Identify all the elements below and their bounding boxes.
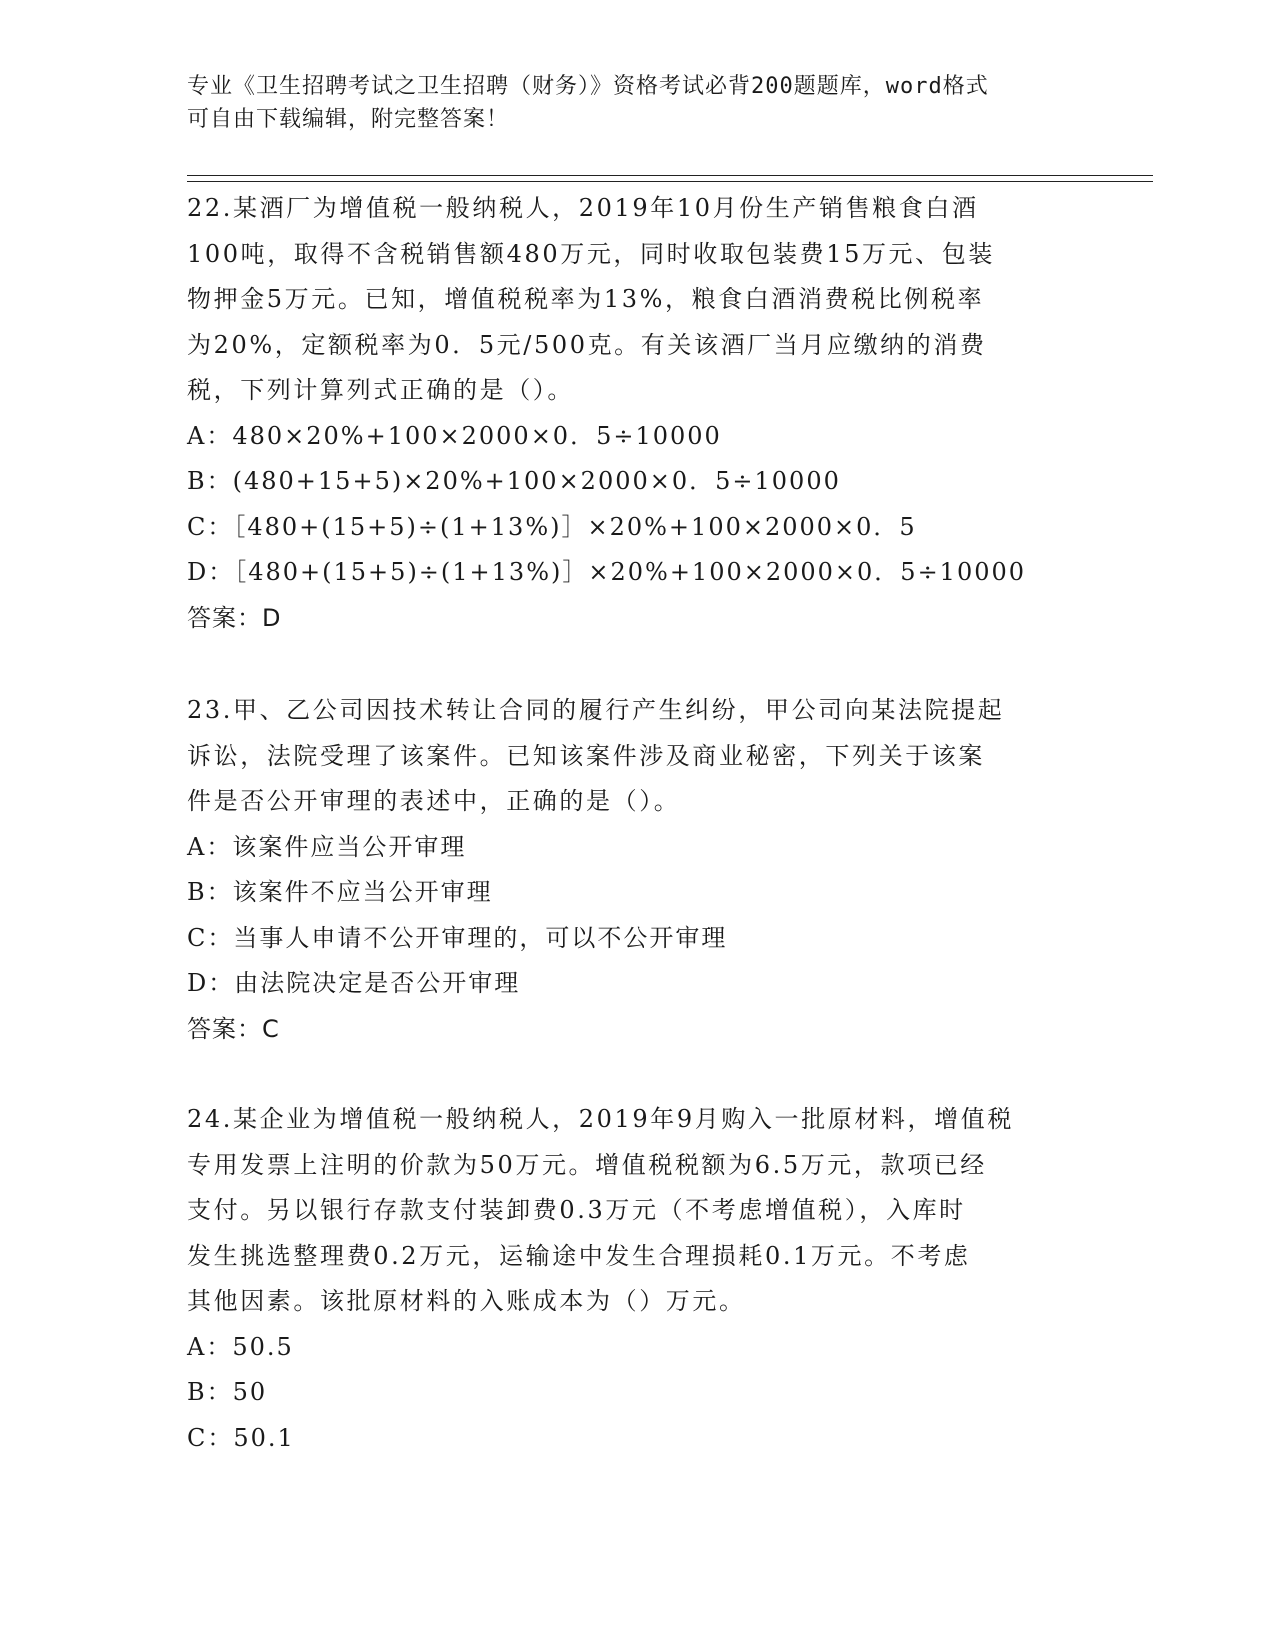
header-line-1: 专业《卫生招聘考试之卫生招聘（财务）》资格考试必背200题题库，word格式: [187, 74, 989, 99]
option-b: B：50: [187, 1378, 268, 1406]
option-b: B：(480+15+5)×20%+100×2000×0．5÷10000: [187, 467, 841, 495]
option-c: C：50.1: [187, 1423, 295, 1452]
header-divider-bottom: [187, 181, 1153, 182]
option-c: C：当事人申请不公开审理的，可以不公开审理: [187, 923, 728, 952]
question-text-line: 专用发票上注明的价款为50万元。增值税税额为6.5万元，款项已经: [187, 1150, 987, 1179]
question-text-line: 22.某酒厂为增值税一般纳税人，2019年10月份生产销售粮食白酒: [187, 194, 979, 222]
question-text-line: 物押金5万元。已知，增值税税率为13%，粮食白酒消费税比例税率: [187, 285, 985, 313]
question-text: [187, 688, 1087, 825]
question-text-line: 税，下列计算列式正确的是（）。: [187, 376, 574, 404]
question-text-line: 23.甲、乙公司因技术转让合同的履行产生纠纷，甲公司向某法院提起: [187, 696, 1005, 724]
header-line-2: 可自由下载编辑，附完整答案！: [187, 107, 510, 132]
question-text-line: 为20%，定额税率为0．5元/500克。有关该酒厂当月应缴纳的消费: [187, 330, 987, 359]
question-text-line: 件是否公开审理的表述中，正确的是（）。: [187, 787, 681, 815]
question-24: [187, 1097, 1087, 1461]
question-text-line: 100吨，取得不含税销售额480万元，同时收取包装费15万元、包装: [187, 239, 995, 268]
question-23: [187, 688, 1087, 1052]
question-22: [187, 186, 1087, 641]
question-text: [187, 186, 1087, 414]
question-text: [187, 1097, 1087, 1325]
answer-label: 答案：D: [187, 603, 282, 632]
question-text-line: 其他因素。该批原材料的入账成本为（）万元。: [187, 1287, 746, 1315]
answer-label: 答案：C: [187, 1014, 280, 1043]
question-text-line: 诉讼，法院受理了该案件。已知该案件涉及商业秘密，下列关于该案: [187, 741, 985, 770]
document-header: [187, 70, 1067, 136]
option-d: D：由法院决定是否公开审理: [187, 969, 521, 997]
header-divider-top: [187, 175, 1153, 176]
option-d: D：［480+(15+5)÷(1+13%)］×20%+100×2000×0．5÷10000: [187, 558, 1027, 586]
question-text-line: 发生挑选整理费0.2万元，运输途中发生合理损耗0.1万元。不考虑: [187, 1241, 971, 1270]
option-c: C：［480+(15+5)÷(1+13%)］×20%+100×2000×0．5: [187, 512, 917, 541]
question-text-line: 24.某企业为增值税一般纳税人，2019年9月购入一批原材料，增值税: [187, 1105, 1014, 1133]
option-a: A：该案件应当公开审理: [187, 832, 467, 861]
option-a: A：50.5: [187, 1332, 294, 1361]
option-a: A：480×20%+100×2000×0．5÷10000: [187, 421, 722, 450]
question-text-line: 支付。另以银行存款支付装卸费0.3万元（不考虑增值税），入库时: [187, 1196, 966, 1224]
option-b: B：该案件不应当公开审理: [187, 878, 493, 906]
